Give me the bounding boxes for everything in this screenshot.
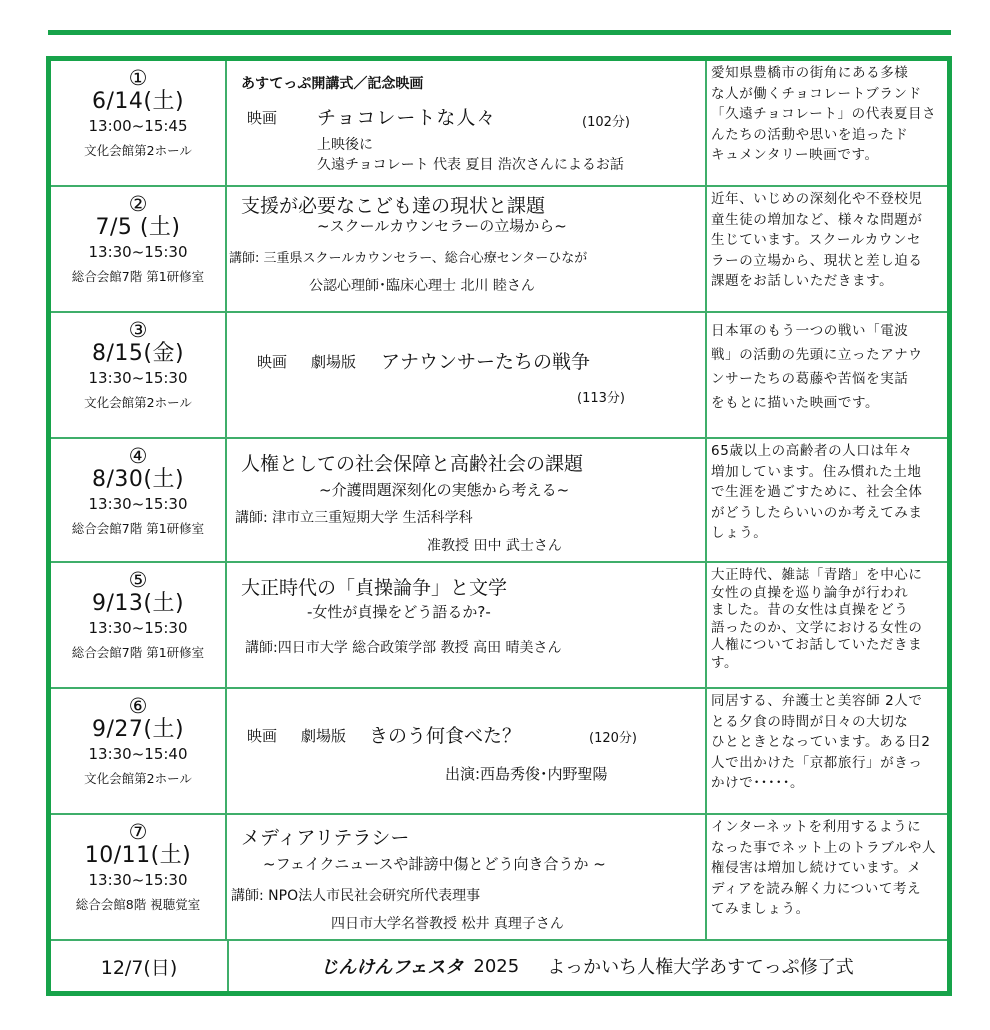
- session-venue: 総合会館7階 第1研修室: [71, 645, 205, 660]
- session-title: 支援が必要なこども達の現状と課題: [241, 195, 546, 217]
- description-line: がどうしたらいいのか考えてみま: [711, 504, 923, 521]
- session-subtitle: ~スクールカウンセラーの立場から~: [317, 217, 567, 235]
- description-line: 語ったのか、文学における女性の: [711, 619, 923, 636]
- session-title: メディアリテラシー: [241, 827, 410, 849]
- film-label: 映画: [257, 353, 288, 371]
- session-heading: あすてっぷ開講式／記念映画: [241, 76, 424, 92]
- description-line: で生涯を過ごすために、社会全体: [711, 484, 923, 500]
- session-number: ③: [128, 318, 148, 342]
- description-line: 「久遠チョコレート」の代表夏目さ: [711, 106, 937, 122]
- session-venue: 総合会館8階 視聴覚室: [75, 897, 201, 912]
- ceremony-name: よっかいち人権大学あすてっぷ修了式: [547, 957, 854, 978]
- film-edition: 劇場版: [301, 727, 347, 745]
- description-line: かけで･････。: [711, 775, 805, 791]
- description-line: な人が働くチョコレートブランド: [711, 85, 922, 102]
- description-line: 日本軍のもう一つの戦い「電波: [711, 323, 909, 339]
- session-title: チョコレートな人々: [317, 107, 497, 129]
- description-line: ラーの立場から、現状と差し迫る: [711, 252, 923, 269]
- session-date: 8/30(土): [91, 467, 185, 492]
- film-label: 映画: [247, 109, 278, 127]
- description-line: 女性の貞操を巡り論争が行われ: [711, 584, 909, 601]
- session-content-cell: [227, 187, 707, 311]
- session-description: [707, 689, 947, 813]
- session-date: 9/27(土): [91, 717, 185, 742]
- lecturer-name: 四日市大学名誉教授 松井 真理子さん: [331, 916, 564, 932]
- session-title: きのう何食べた？: [369, 725, 522, 747]
- session-date-cell: [51, 689, 227, 813]
- description-line: 戦」の活動の先頭に立ったアナウ: [711, 347, 923, 363]
- session-date-cell: [51, 563, 227, 687]
- closing-date: 12/7(日): [51, 941, 229, 991]
- description-line: ンサーたちの葛藤や苦悩を実話: [711, 371, 909, 387]
- film-duration: (113分): [577, 391, 625, 406]
- session-title: アナウンサーたちの戦争: [381, 351, 591, 373]
- session-description: [707, 439, 947, 561]
- festa-year: 2025: [473, 955, 520, 977]
- session-date-cell: [51, 61, 227, 185]
- session-description: [707, 61, 947, 185]
- description-line: 大正時代、雑誌「青踏」を中心に: [711, 567, 923, 583]
- session-time: 13:30~15:30: [88, 871, 188, 889]
- description-line: ディアを読み解く力について考え: [711, 880, 922, 897]
- session-description: [707, 187, 947, 311]
- film-duration: (102分): [582, 115, 630, 130]
- session-date: 8/15(金): [91, 341, 185, 366]
- lecturer-name: 公認心理師･臨床心理士 北川 睦さん: [309, 278, 535, 294]
- festa-name: じんけんフェスタ: [320, 957, 464, 978]
- description-line: 童生徒の増加など、様々な問題が: [711, 211, 923, 228]
- session-time: 13:30~15:30: [88, 619, 188, 637]
- film-cast: 出演:西島秀俊･内野聖陽: [445, 765, 608, 783]
- session-row-4: [51, 439, 947, 563]
- session-row-7: [51, 815, 947, 941]
- description-line: 65歳以上の高齢者の人口は年々: [711, 443, 913, 459]
- session-time: 13:30~15:30: [88, 495, 188, 513]
- session-note-speaker: 久遠チョコレート 代表 夏目 浩次さんによるお話: [317, 157, 624, 173]
- session-content-cell: [227, 563, 707, 687]
- session-description: [707, 815, 947, 939]
- film-label: 映画: [247, 727, 278, 745]
- description-line: 課題をお話しいただきます。: [711, 273, 894, 289]
- session-number: ②: [128, 192, 148, 216]
- session-content-cell: [227, 689, 707, 813]
- session-date: 9/13(土): [91, 591, 185, 616]
- session-number: ⑦: [128, 820, 148, 844]
- description-line: インターネットを利用するように: [711, 819, 922, 835]
- lecturer-affiliation: 講師: NPO法人市民社会研究所代表理事: [231, 888, 481, 904]
- description-line: 増加しています。住み慣れた土地: [711, 463, 922, 480]
- session-venue: 文化会館第2ホール: [84, 771, 192, 786]
- lecturer-affiliation: 講師: 津市立三重短期大学 生活科学科: [235, 510, 473, 526]
- description-line: す。: [711, 654, 739, 671]
- session-content-cell: [227, 815, 707, 939]
- description-line: 生じています。スクールカウンセ: [711, 232, 922, 248]
- film-edition: 劇場版: [311, 353, 357, 371]
- session-date: 10/11(土): [84, 843, 192, 868]
- session-venue: 総合会館7階 第1研修室: [71, 521, 205, 536]
- session-content-cell: [227, 313, 707, 437]
- session-subtitle: ~介護問題深刻化の実態から考える~: [319, 481, 570, 499]
- closing-ceremony-row: [51, 941, 947, 991]
- session-number: ①: [128, 66, 148, 90]
- session-time: 13:30~15:30: [88, 243, 188, 261]
- description-line: なった事でネット上のトラブルや人: [711, 839, 937, 856]
- description-line: 権侵害は増加し続けています。メ: [711, 860, 922, 876]
- description-line: とる夕食の時間が日々の大切な: [711, 713, 909, 730]
- description-line: 人で出かけた「京都旅行」がきっ: [711, 754, 923, 771]
- description-line: 人権についてお話していただきま: [711, 637, 923, 653]
- description-line: てみましょう。: [711, 901, 810, 917]
- description-line: 同居する、弁護士と美容師 2人で: [711, 693, 923, 709]
- session-date-cell: [51, 187, 227, 311]
- description-line: 近年、いじめの深刻化や不登校児: [711, 191, 923, 207]
- session-title: 人権としての社会保障と高齢社会の課題: [241, 453, 584, 475]
- film-duration: (120分): [589, 731, 637, 746]
- top-divider: [48, 30, 951, 35]
- session-content-cell: [227, 439, 707, 561]
- session-number: ⑥: [128, 694, 148, 718]
- session-content-cell: [227, 61, 707, 185]
- description-line: んたちの活動や思いを追ったド: [711, 126, 909, 143]
- lecturer-name: 准教授 田中 武士さん: [427, 538, 562, 554]
- description-line: ひとときとなっています。ある日2: [711, 734, 931, 750]
- description-line: ました。昔の女性は貞操をどう: [711, 602, 909, 618]
- session-date-cell: [51, 439, 227, 561]
- description-line: をもとに描いた映画です。: [711, 395, 880, 411]
- session-row-1: [51, 61, 947, 187]
- session-row-6: [51, 689, 947, 815]
- lecturer-affiliation: 講師: 三重県スクールカウンセラー、総合心療センターひなが: [229, 251, 588, 266]
- session-time: 13:00~15:45: [88, 117, 188, 135]
- session-venue: 文化会館第2ホール: [84, 395, 192, 410]
- session-date: 7/5 (土): [95, 215, 181, 240]
- session-row-2: [51, 187, 947, 313]
- session-number: ④: [128, 444, 148, 468]
- session-row-5: [51, 563, 947, 689]
- session-date: 6/14(土): [91, 89, 185, 114]
- session-venue: 文化会館第2ホール: [84, 143, 192, 158]
- session-time: 13:30~15:40: [88, 745, 188, 763]
- session-subtitle: -女性が貞操をどう語るか?-: [307, 603, 491, 621]
- schedule-table: [46, 56, 952, 996]
- closing-content: [227, 941, 947, 991]
- session-time: 13:30~15:30: [88, 369, 188, 387]
- session-title: 大正時代の「貞操論争」と文学: [241, 577, 508, 599]
- description-line: 愛知県豊橋市の街角にある多様: [711, 65, 909, 81]
- description-line: キュメンタリー映画です。: [711, 147, 879, 163]
- session-note: 上映後に: [317, 137, 373, 153]
- session-description: [707, 313, 947, 437]
- session-venue: 総合会館7階 第1研修室: [71, 269, 205, 284]
- session-description: [707, 563, 947, 687]
- description-line: しょう。: [711, 525, 768, 541]
- session-date-cell: [51, 815, 227, 939]
- session-subtitle: ~フェイクニュースや誹謗中傷とどう向き合うか ~: [263, 855, 606, 873]
- session-number: ⑤: [128, 568, 148, 592]
- session-date-cell: [51, 313, 227, 437]
- session-row-3: [51, 313, 947, 439]
- lecturer-info: 講師:四日市大学 総合政策学部 教授 高田 晴美さん: [245, 640, 562, 656]
